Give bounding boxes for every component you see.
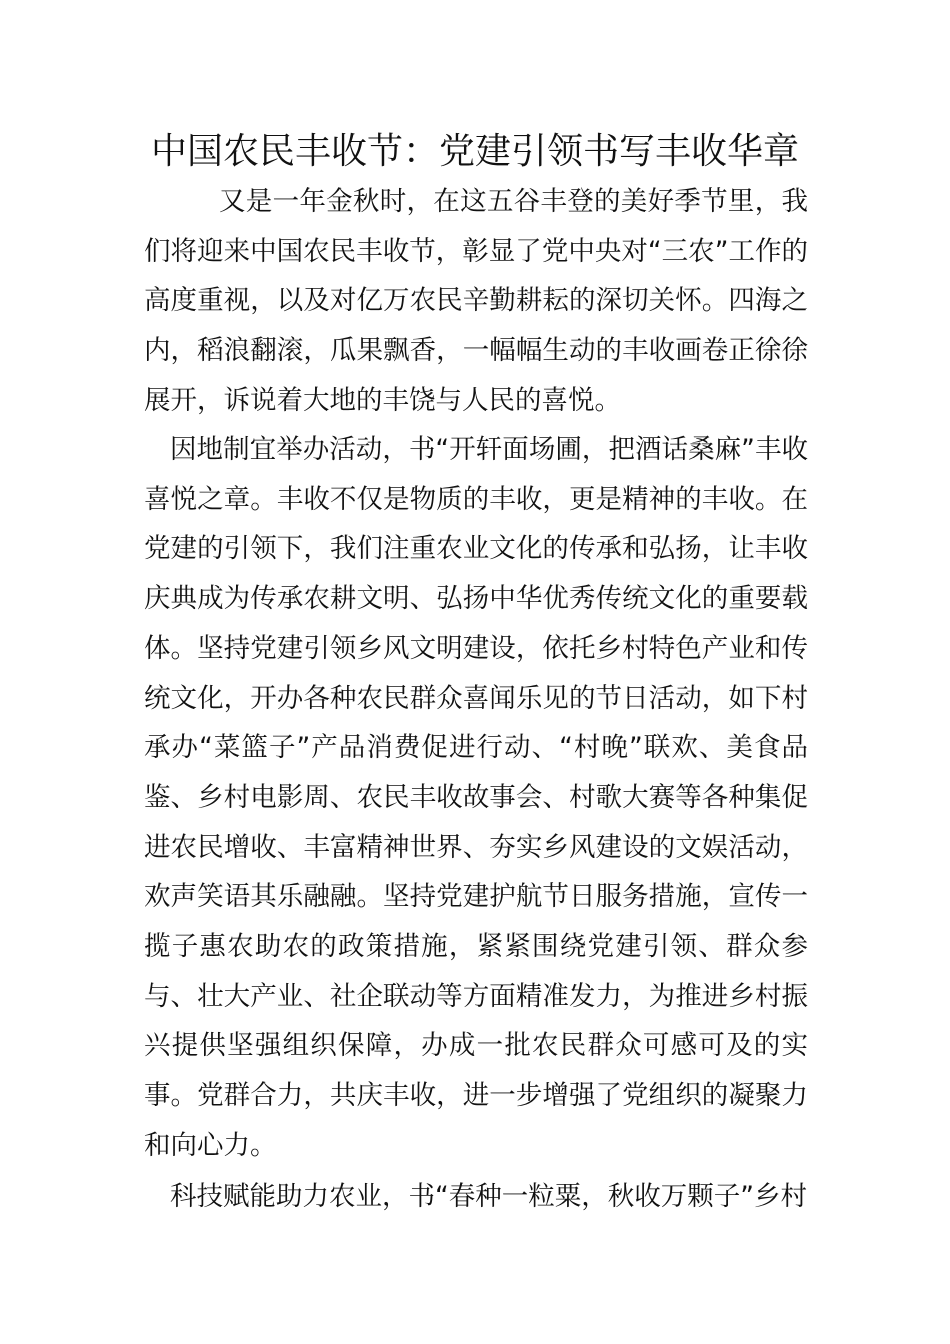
paragraph-technology: 科技赋能助力农业，书“春种一粒粟，秋收万颗子”乡村 bbox=[170, 1181, 807, 1212]
paragraph-activities: 因地制宜举办活动，书“开轩面场圃，把酒话桑麻”丰收喜悦之章。丰收不仅是物质的丰收，更是精神的丰收。在党建的引领下，我们注重农业文化的传承和弘扬，让丰收庆典成为传承农耕文明、弘扬中华优秀传统文化的重要载体。坚持党建引领乡风文明建设，依托乡村特色产业和传统文化，开办各种农民群众喜闻乐见的节日活动，如下村承办“菜篮子”产品消费促进行动、“村晚”联欢、美食品鉴、乡村电影周、农民丰收故事会、村歌大赛等各种集促进农民增收、丰富精神世界、夯实乡风建设的文娱活动，欢声笑语其乐融融。坚持党建护航节日服务措施，宣传一揽子惠农助农的政策措施，紧紧围绕党建引领、群众参与、壮大产业、社企联动等方面精准发力，为推进乡村振兴提供坚强组织保障，办成一批农民群众可感可及的实事。党群合力，共庆丰收，进一步增强了党组织的凝聚力和向心力。 bbox=[144, 434, 808, 1161]
paragraph-intro: 又是一年金秋时，在这五谷丰登的美好季节里，我们将迎来中国农民丰收节，彰显了党中央对“三农”工作的高度重视，以及对亿万农民辛勤耕耘的深切关怀。四海之内，稻浪翻滚，瓜果飘香，一幅幅生动的丰收画卷正徐徐展开，诉说着大地的丰饶与人民的喜悦。 bbox=[144, 186, 808, 416]
document-title: 中国农民丰收节：党建引领书写丰收华章 bbox=[150, 131, 799, 172]
